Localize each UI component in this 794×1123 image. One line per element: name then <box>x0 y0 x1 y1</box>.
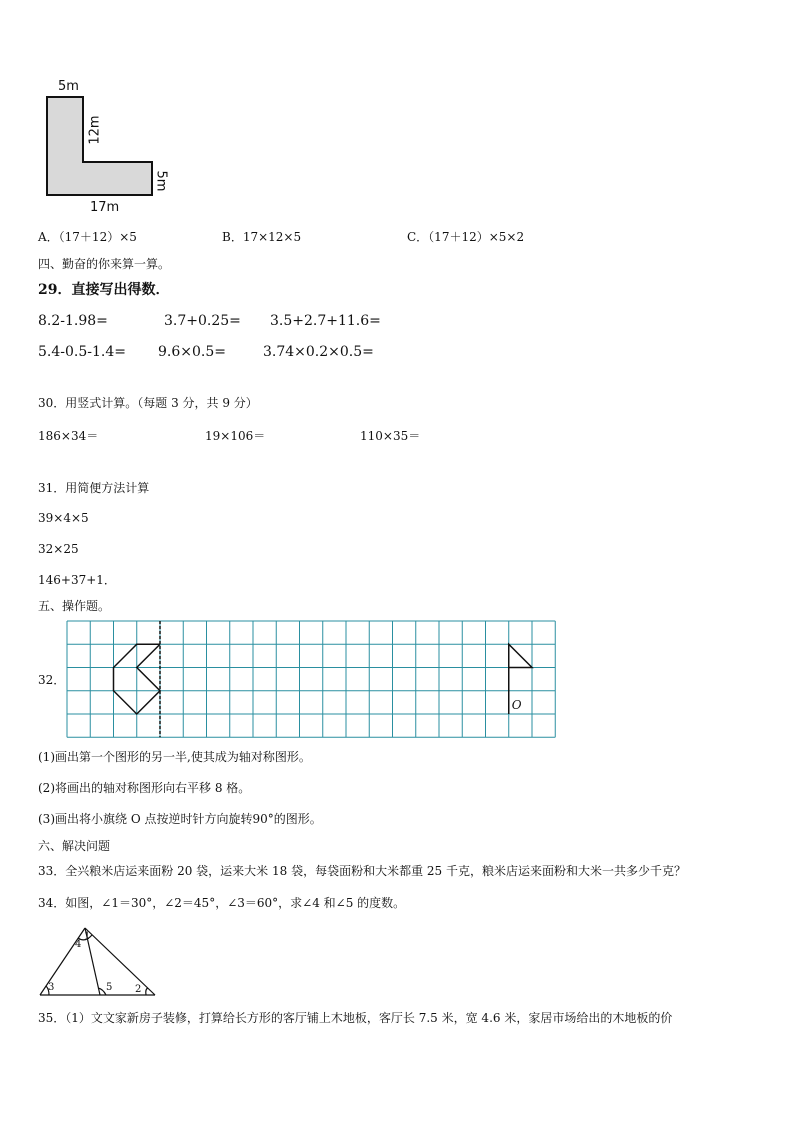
l-shape-side-label: 12m <box>87 115 103 145</box>
angle-label-4: 4 <box>75 939 82 950</box>
angle-label-2: 2 <box>135 984 142 995</box>
l-shape-right-label: 5m <box>153 170 169 192</box>
q29-title: 29．直接写出得数． <box>38 282 170 298</box>
q33-text: 33．全兴粮米店运来面粉 20 袋，运来大米 18 袋，每袋面粉和大米都重 25 千克，粮米店运来面粉和大米一共多少千克？ <box>38 864 686 878</box>
q31-title: 31．用简便方法计算 <box>38 481 150 495</box>
q30-item: 110×35＝ <box>360 429 421 443</box>
q32-task-3: (3)画出将小旗绕 O 点按逆时针方向旋转90°的图形。 <box>38 812 322 826</box>
angle-label-3: 3 <box>48 982 55 993</box>
q29-item: 3.5+2.7+11.6= <box>270 313 381 329</box>
angle-arc <box>146 988 148 995</box>
q31-item: 39×4×5 <box>38 511 89 525</box>
point-o-label: O <box>511 698 522 712</box>
section-5-title: 五、操作题。 <box>38 599 111 613</box>
triangle-edge <box>85 928 155 995</box>
section-6-title: 六、解决问题 <box>38 839 111 853</box>
q32-number: 32． <box>38 673 66 687</box>
q31-item: 146+37+1． <box>38 573 116 587</box>
q32-task-2: (2)将画出的轴对称图形向右平移 8 格。 <box>38 781 251 795</box>
q30-item: 19×106＝ <box>205 429 266 443</box>
q34-text: 34．如图，∠1＝30°，∠2＝45°，∠3＝60°，求∠4 和∠5 的度数。 <box>38 896 406 910</box>
angle-label-1: 1 <box>84 931 91 942</box>
q30-item: 186×34＝ <box>38 429 99 443</box>
q29-item: 3.7+0.25= <box>164 313 241 329</box>
l-shape-top-label: 5m <box>58 79 79 94</box>
option-b: B．17×12×5 <box>222 230 302 244</box>
q31-item: 32×25 <box>38 542 79 556</box>
option-c: C．（17＋12）×5×2 <box>407 230 525 244</box>
l-shape-bottom-label: 17m <box>90 200 120 215</box>
q32-task-1: (1)画出第一个图形的另一半,使其成为轴对称图形。 <box>38 750 311 764</box>
q29-item: 5.4-0.5-1.4= <box>38 344 126 360</box>
q29-item: 9.6×0.5= <box>158 344 226 360</box>
q29-item: 8.2-1.98= <box>38 313 108 329</box>
angle-label-5: 5 <box>106 982 113 993</box>
q30-title: 30．用竖式计算。（每题 3 分，共 9 分） <box>38 396 258 410</box>
section-4-title: 四、勤奋的你来算一算。 <box>38 257 171 271</box>
q29-item: 3.74×0.2×0.5= <box>263 344 374 360</box>
option-a: A．（17＋12）×5 <box>38 230 137 244</box>
q35-text: 35．（1）文文家新房子装修，打算给长方形的客厅铺上木地板，客厅长 7.5 米，宽 4.6 米，家居市场给出的木地板的价 <box>38 1011 673 1025</box>
